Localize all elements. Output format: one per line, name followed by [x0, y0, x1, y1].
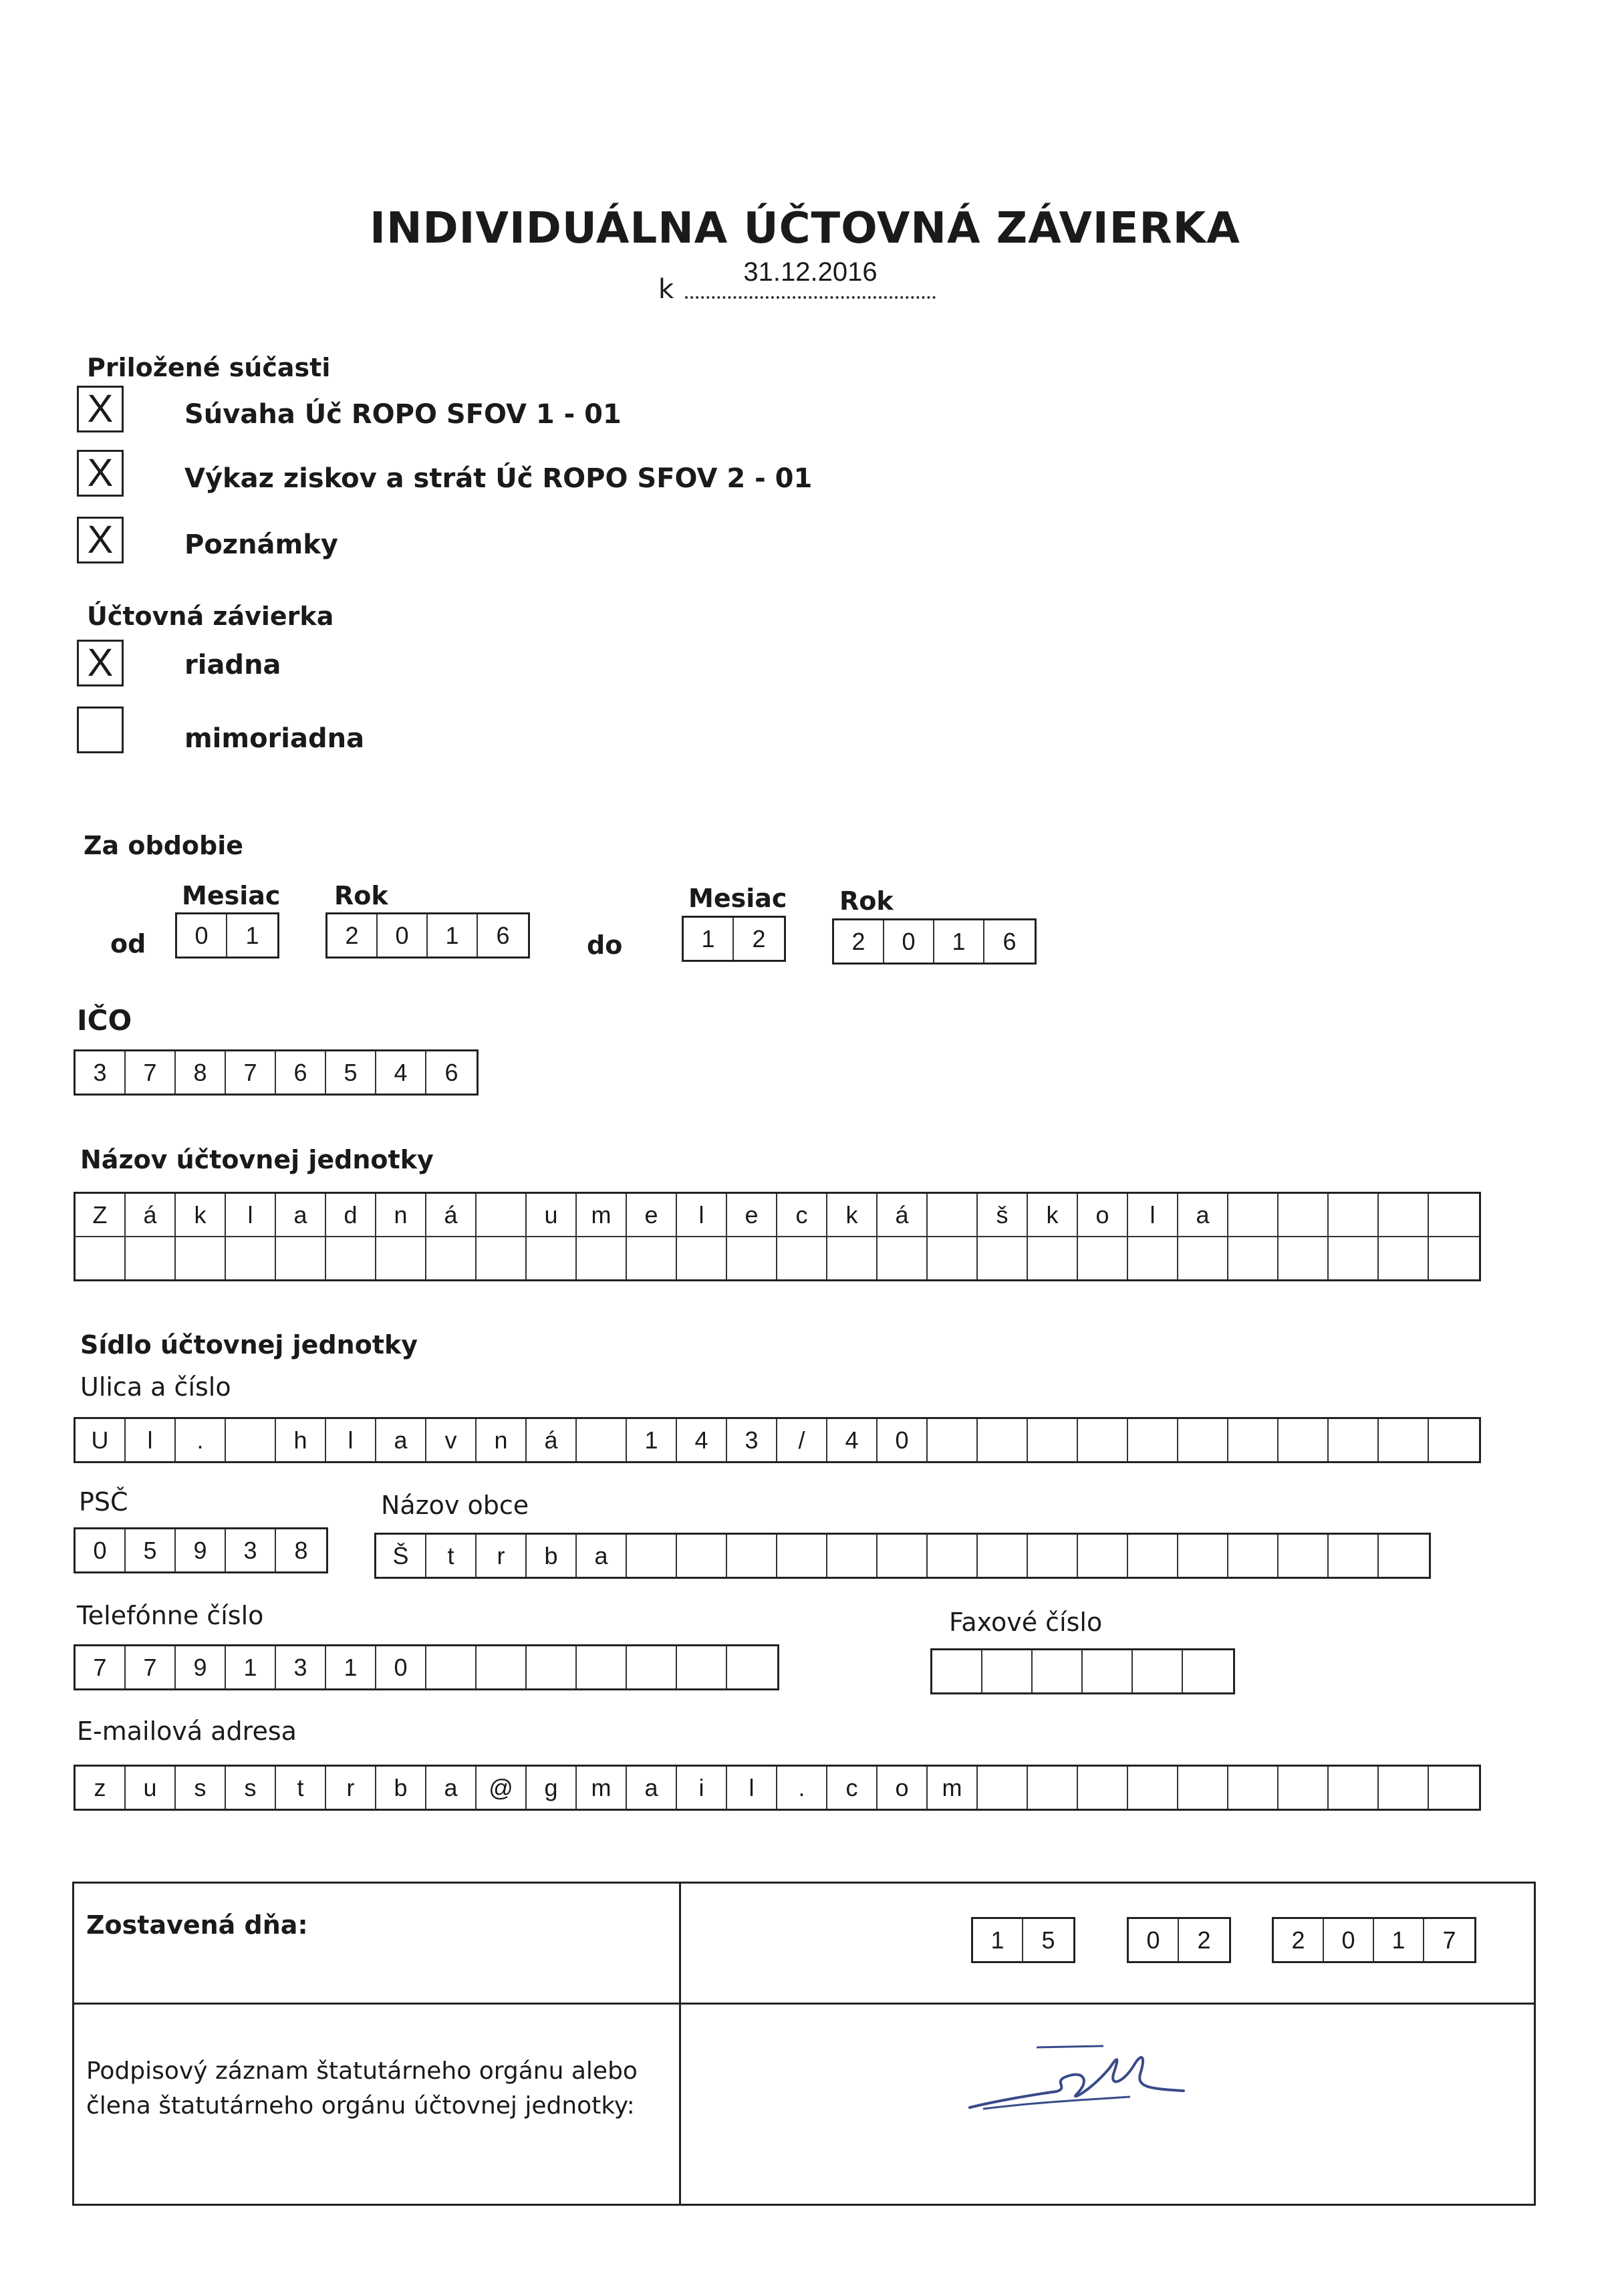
char-cell — [527, 1646, 577, 1688]
char-cell: r — [326, 1767, 376, 1809]
char-cell: u — [126, 1767, 176, 1809]
compiled-label: Zostavená dňa: — [86, 1910, 308, 1940]
checkbox-notes-label: Poznámky — [184, 529, 338, 560]
char-cell — [1228, 1535, 1279, 1577]
char-cell: @ — [477, 1767, 527, 1809]
char-cell — [627, 1237, 677, 1279]
char-cell: m — [928, 1767, 978, 1809]
char-cell: a — [376, 1419, 426, 1461]
char-cell — [928, 1194, 978, 1236]
char-cell: u — [527, 1194, 577, 1236]
char-cell: 0 — [878, 1419, 928, 1461]
char-cell: 0 — [1324, 1919, 1374, 1961]
digit-cell: 3 — [76, 1051, 126, 1094]
char-cell: á — [426, 1194, 477, 1236]
fax-label: Faxové číslo — [949, 1608, 1103, 1637]
signature-label-line-2: člena štatutárneho orgánu účtovnej jednotky: — [86, 2092, 635, 2120]
phone-field[interactable] — [74, 1644, 779, 1690]
to-month-label: Mesiac — [688, 884, 787, 913]
char-cell: á — [126, 1194, 176, 1236]
char-cell — [1028, 1237, 1078, 1279]
psc-label: PSČ — [79, 1487, 128, 1517]
char-cell: 7 — [1442, 1926, 1456, 1954]
char-cell — [777, 1535, 827, 1577]
digit-cell: 0 — [177, 914, 227, 956]
char-cell: 4 — [677, 1419, 727, 1461]
char-cell: Z — [76, 1194, 126, 1236]
char-cell — [1279, 1194, 1329, 1236]
digit-cell: 7 — [126, 1051, 176, 1094]
char-cell: 0 — [1129, 1919, 1179, 1961]
char-cell — [1128, 1535, 1178, 1577]
char-cell — [1279, 1419, 1329, 1461]
char-cell — [1429, 1419, 1479, 1461]
char-cell — [777, 1237, 827, 1279]
checkbox-income-statement-label: Výkaz ziskov a strát Úč ROPO SFOV 2 - 01 — [184, 463, 813, 494]
compiled-month-field[interactable] — [1127, 1917, 1231, 1963]
char-cell — [226, 1419, 276, 1461]
char-cell: 7 — [76, 1646, 126, 1688]
char-cell — [677, 1237, 727, 1279]
digit-cell: 8 — [176, 1051, 226, 1094]
char-cell — [627, 1646, 677, 1688]
char-cell: 3 — [226, 1529, 276, 1571]
char-cell — [1279, 1767, 1329, 1809]
address-heading: Sídlo účtovnej jednotky — [80, 1330, 418, 1360]
char-cell — [1178, 1767, 1228, 1809]
digit-cell: 5 — [326, 1051, 376, 1094]
char-cell: e — [727, 1194, 777, 1236]
table-divider-horizontal — [74, 2003, 1534, 2005]
char-cell — [1429, 1767, 1479, 1809]
char-cell — [1028, 1419, 1078, 1461]
entity-name-row-2 — [76, 1236, 1479, 1279]
fax-field[interactable] — [930, 1648, 1235, 1694]
char-cell — [1078, 1419, 1128, 1461]
char-cell — [1379, 1535, 1429, 1577]
char-cell: m — [577, 1767, 627, 1809]
char-cell — [627, 1535, 677, 1577]
char-cell — [1329, 1535, 1379, 1577]
char-cell: 1 — [627, 1419, 677, 1461]
char-cell — [827, 1535, 878, 1577]
digit-cell: 1 — [684, 918, 734, 960]
char-cell — [677, 1535, 727, 1577]
city-field[interactable] — [374, 1533, 1431, 1579]
char-cell — [1128, 1419, 1178, 1461]
from-label: od — [110, 929, 146, 959]
char-cell — [982, 1650, 1033, 1692]
char-cell: 9 — [176, 1646, 226, 1688]
char-cell — [376, 1237, 426, 1279]
to-year-field[interactable] — [832, 918, 1037, 965]
char-cell — [727, 1237, 777, 1279]
char-cell — [477, 1646, 527, 1688]
char-cell: . — [176, 1419, 226, 1461]
char-cell: á — [527, 1419, 577, 1461]
char-cell: n — [477, 1419, 527, 1461]
char-cell: t — [276, 1767, 326, 1809]
city-label: Názov obce — [381, 1491, 529, 1520]
char-cell: a — [1178, 1194, 1228, 1236]
char-cell — [928, 1535, 978, 1577]
char-cell — [1178, 1237, 1228, 1279]
char-cell: k — [827, 1194, 878, 1236]
char-cell: k — [1028, 1194, 1078, 1236]
checkbox-balance-sheet[interactable]: X — [77, 386, 124, 432]
char-cell — [1329, 1767, 1379, 1809]
date-field[interactable]: 31.12.2016 — [685, 257, 936, 299]
period-heading: Za obdobie — [84, 831, 244, 860]
char-cell: 3 — [276, 1646, 326, 1688]
email-field[interactable] — [74, 1765, 1481, 1811]
char-cell — [1379, 1419, 1429, 1461]
checkbox-extraordinary-label: mimoriadna — [184, 723, 365, 754]
checkbox-extraordinary[interactable] — [77, 707, 124, 753]
digit-cell: 1 — [934, 920, 984, 963]
char-cell — [577, 1237, 627, 1279]
char-cell: d — [326, 1194, 376, 1236]
char-cell: 0 — [376, 1646, 426, 1688]
char-cell — [827, 1237, 878, 1279]
ico-field[interactable] — [74, 1049, 479, 1096]
char-cell — [276, 1237, 326, 1279]
digit-cell: 2 — [752, 924, 766, 952]
char-cell: á — [878, 1194, 928, 1236]
char-cell — [1078, 1767, 1128, 1809]
char-cell: b — [376, 1767, 426, 1809]
char-cell: o — [1078, 1194, 1128, 1236]
char-cell — [426, 1237, 477, 1279]
char-cell — [326, 1237, 376, 1279]
char-cell — [126, 1237, 176, 1279]
char-cell: 1 — [226, 1646, 276, 1688]
char-cell: z — [76, 1767, 126, 1809]
checkbox-balance-sheet-label: Súvaha Úč ROPO SFOV 1 - 01 — [184, 399, 622, 430]
char-cell: / — [777, 1419, 827, 1461]
char-cell: 2 — [1197, 1926, 1211, 1954]
char-cell: l — [226, 1194, 276, 1236]
char-cell: U — [76, 1419, 126, 1461]
char-cell: c — [777, 1194, 827, 1236]
char-cell: s — [176, 1767, 226, 1809]
char-cell — [1379, 1194, 1429, 1236]
char-cell: b — [527, 1535, 577, 1577]
char-cell: 0 — [76, 1529, 126, 1571]
char-cell — [878, 1535, 928, 1577]
closing-type-heading: Účtovná závierka — [87, 602, 334, 631]
compiled-year-field[interactable] — [1272, 1917, 1476, 1963]
compiled-day-field[interactable] — [971, 1917, 1075, 1963]
char-cell: 1 — [973, 1919, 1023, 1961]
from-year-field[interactable] — [325, 912, 530, 959]
char-cell — [477, 1194, 527, 1236]
char-cell — [1429, 1237, 1479, 1279]
psc-field[interactable] — [74, 1527, 328, 1573]
digit-cell: 4 — [376, 1051, 426, 1094]
from-year-label: Rok — [334, 881, 388, 910]
char-cell — [1329, 1237, 1379, 1279]
char-cell: 9 — [176, 1529, 226, 1571]
char-cell — [226, 1237, 276, 1279]
char-cell — [1028, 1535, 1078, 1577]
to-month-field[interactable] — [682, 916, 786, 962]
char-cell — [1183, 1650, 1233, 1692]
char-cell: l — [1128, 1194, 1178, 1236]
char-cell — [1133, 1650, 1183, 1692]
char-cell: h — [276, 1419, 326, 1461]
to-year-label: Rok — [839, 886, 894, 916]
char-cell: 5 — [1041, 1926, 1055, 1954]
char-cell: l — [677, 1194, 727, 1236]
char-cell — [1429, 1194, 1479, 1236]
char-cell: Š — [376, 1535, 426, 1577]
char-cell — [727, 1535, 777, 1577]
char-cell — [1228, 1237, 1279, 1279]
char-cell — [1228, 1194, 1279, 1236]
from-month-label: Mesiac — [182, 881, 281, 910]
char-cell: l — [727, 1767, 777, 1809]
checkbox-regular-label: riadna — [184, 650, 281, 680]
char-cell — [527, 1237, 577, 1279]
char-cell — [477, 1237, 527, 1279]
char-cell — [76, 1237, 126, 1279]
char-cell: v — [426, 1419, 477, 1461]
char-cell: 8 — [294, 1536, 308, 1564]
digit-cell: 1 — [245, 921, 259, 949]
char-cell: r — [477, 1535, 527, 1577]
digit-cell: 6 — [1002, 927, 1017, 955]
checkbox-regular[interactable]: X — [77, 640, 124, 686]
char-cell — [1379, 1767, 1429, 1809]
char-cell: k — [176, 1194, 226, 1236]
char-cell — [577, 1419, 627, 1461]
date-prefix: k — [658, 274, 674, 305]
char-cell — [1078, 1237, 1128, 1279]
entity-name-field[interactable] — [74, 1192, 1481, 1281]
char-cell: 4 — [827, 1419, 878, 1461]
char-cell: i — [677, 1767, 727, 1809]
char-cell — [878, 1237, 928, 1279]
char-cell: s — [226, 1767, 276, 1809]
char-cell — [1379, 1237, 1429, 1279]
page-title: INDIVIDUÁLNA ÚČTOVNÁ ZÁVIERKA — [370, 204, 1240, 253]
checkbox-notes[interactable]: X — [77, 517, 124, 563]
char-cell: m — [577, 1194, 627, 1236]
char-cell — [1279, 1237, 1329, 1279]
char-cell — [978, 1419, 1028, 1461]
char-cell — [677, 1646, 727, 1688]
char-cell — [1178, 1535, 1228, 1577]
char-cell: . — [777, 1767, 827, 1809]
char-cell: 2 — [1274, 1919, 1324, 1961]
street-label: Ulica a číslo — [80, 1372, 231, 1402]
char-cell — [1329, 1194, 1379, 1236]
handwritten-signature — [956, 2027, 1237, 2128]
char-cell: c — [827, 1767, 878, 1809]
entity-name-label: Názov účtovnej jednotky — [80, 1145, 434, 1174]
char-cell — [978, 1767, 1028, 1809]
ico-label: IČO — [77, 1004, 132, 1037]
digit-cell: 2 — [327, 914, 378, 956]
char-cell — [1329, 1419, 1379, 1461]
digit-cell: 7 — [226, 1051, 276, 1094]
to-label: do — [587, 930, 623, 960]
digit-cell: 6 — [276, 1051, 326, 1094]
char-cell: 1 — [1374, 1919, 1424, 1961]
char-cell — [426, 1646, 477, 1688]
char-cell — [1228, 1767, 1279, 1809]
char-cell — [577, 1646, 627, 1688]
char-cell: a — [276, 1194, 326, 1236]
char-cell: a — [426, 1767, 477, 1809]
digit-cell: 6 — [444, 1058, 458, 1086]
char-cell — [1279, 1535, 1329, 1577]
char-cell: 7 — [126, 1646, 176, 1688]
table-divider-vertical — [679, 1884, 681, 2204]
char-cell — [1033, 1650, 1083, 1692]
char-cell: 1 — [326, 1646, 376, 1688]
char-cell: l — [126, 1419, 176, 1461]
digit-cell: 0 — [378, 914, 428, 956]
char-cell — [1078, 1535, 1128, 1577]
entity-name-row-1 — [76, 1194, 1479, 1236]
char-cell — [1178, 1419, 1228, 1461]
digit-cell: 0 — [884, 920, 934, 963]
char-cell — [1228, 1419, 1279, 1461]
char-cell — [932, 1650, 982, 1692]
email-label: E-mailová adresa — [77, 1716, 297, 1746]
char-cell — [1028, 1767, 1078, 1809]
char-cell: a — [627, 1767, 677, 1809]
char-cell: l — [326, 1419, 376, 1461]
char-cell: a — [577, 1535, 627, 1577]
char-cell: g — [527, 1767, 577, 1809]
checkbox-income-statement[interactable]: X — [77, 450, 124, 497]
char-cell: 3 — [727, 1419, 777, 1461]
char-cell — [176, 1237, 226, 1279]
char-cell — [928, 1237, 978, 1279]
char-cell — [978, 1535, 1028, 1577]
char-cell: t — [426, 1535, 477, 1577]
char-cell: o — [878, 1767, 928, 1809]
digit-cell: 2 — [834, 920, 884, 963]
char-cell — [928, 1419, 978, 1461]
char-cell — [1083, 1650, 1133, 1692]
street-field[interactable] — [74, 1417, 1481, 1463]
char-cell: 5 — [126, 1529, 176, 1571]
phone-label: Telefónne číslo — [77, 1601, 264, 1630]
char-cell — [727, 1646, 777, 1688]
char-cell — [978, 1237, 1028, 1279]
digit-cell: 1 — [428, 914, 478, 956]
char-cell: n — [376, 1194, 426, 1236]
compiled-signature-table — [72, 1882, 1536, 2206]
char-cell: e — [627, 1194, 677, 1236]
char-cell — [1128, 1767, 1178, 1809]
digit-cell: 6 — [496, 921, 510, 949]
char-cell — [1128, 1237, 1178, 1279]
from-month-field[interactable] — [175, 912, 279, 959]
signature-label-line-1: Podpisový záznam štatutárneho orgánu alebo — [86, 2057, 638, 2085]
char-cell: š — [978, 1194, 1028, 1236]
attachments-heading: Priložené súčasti — [87, 353, 331, 382]
